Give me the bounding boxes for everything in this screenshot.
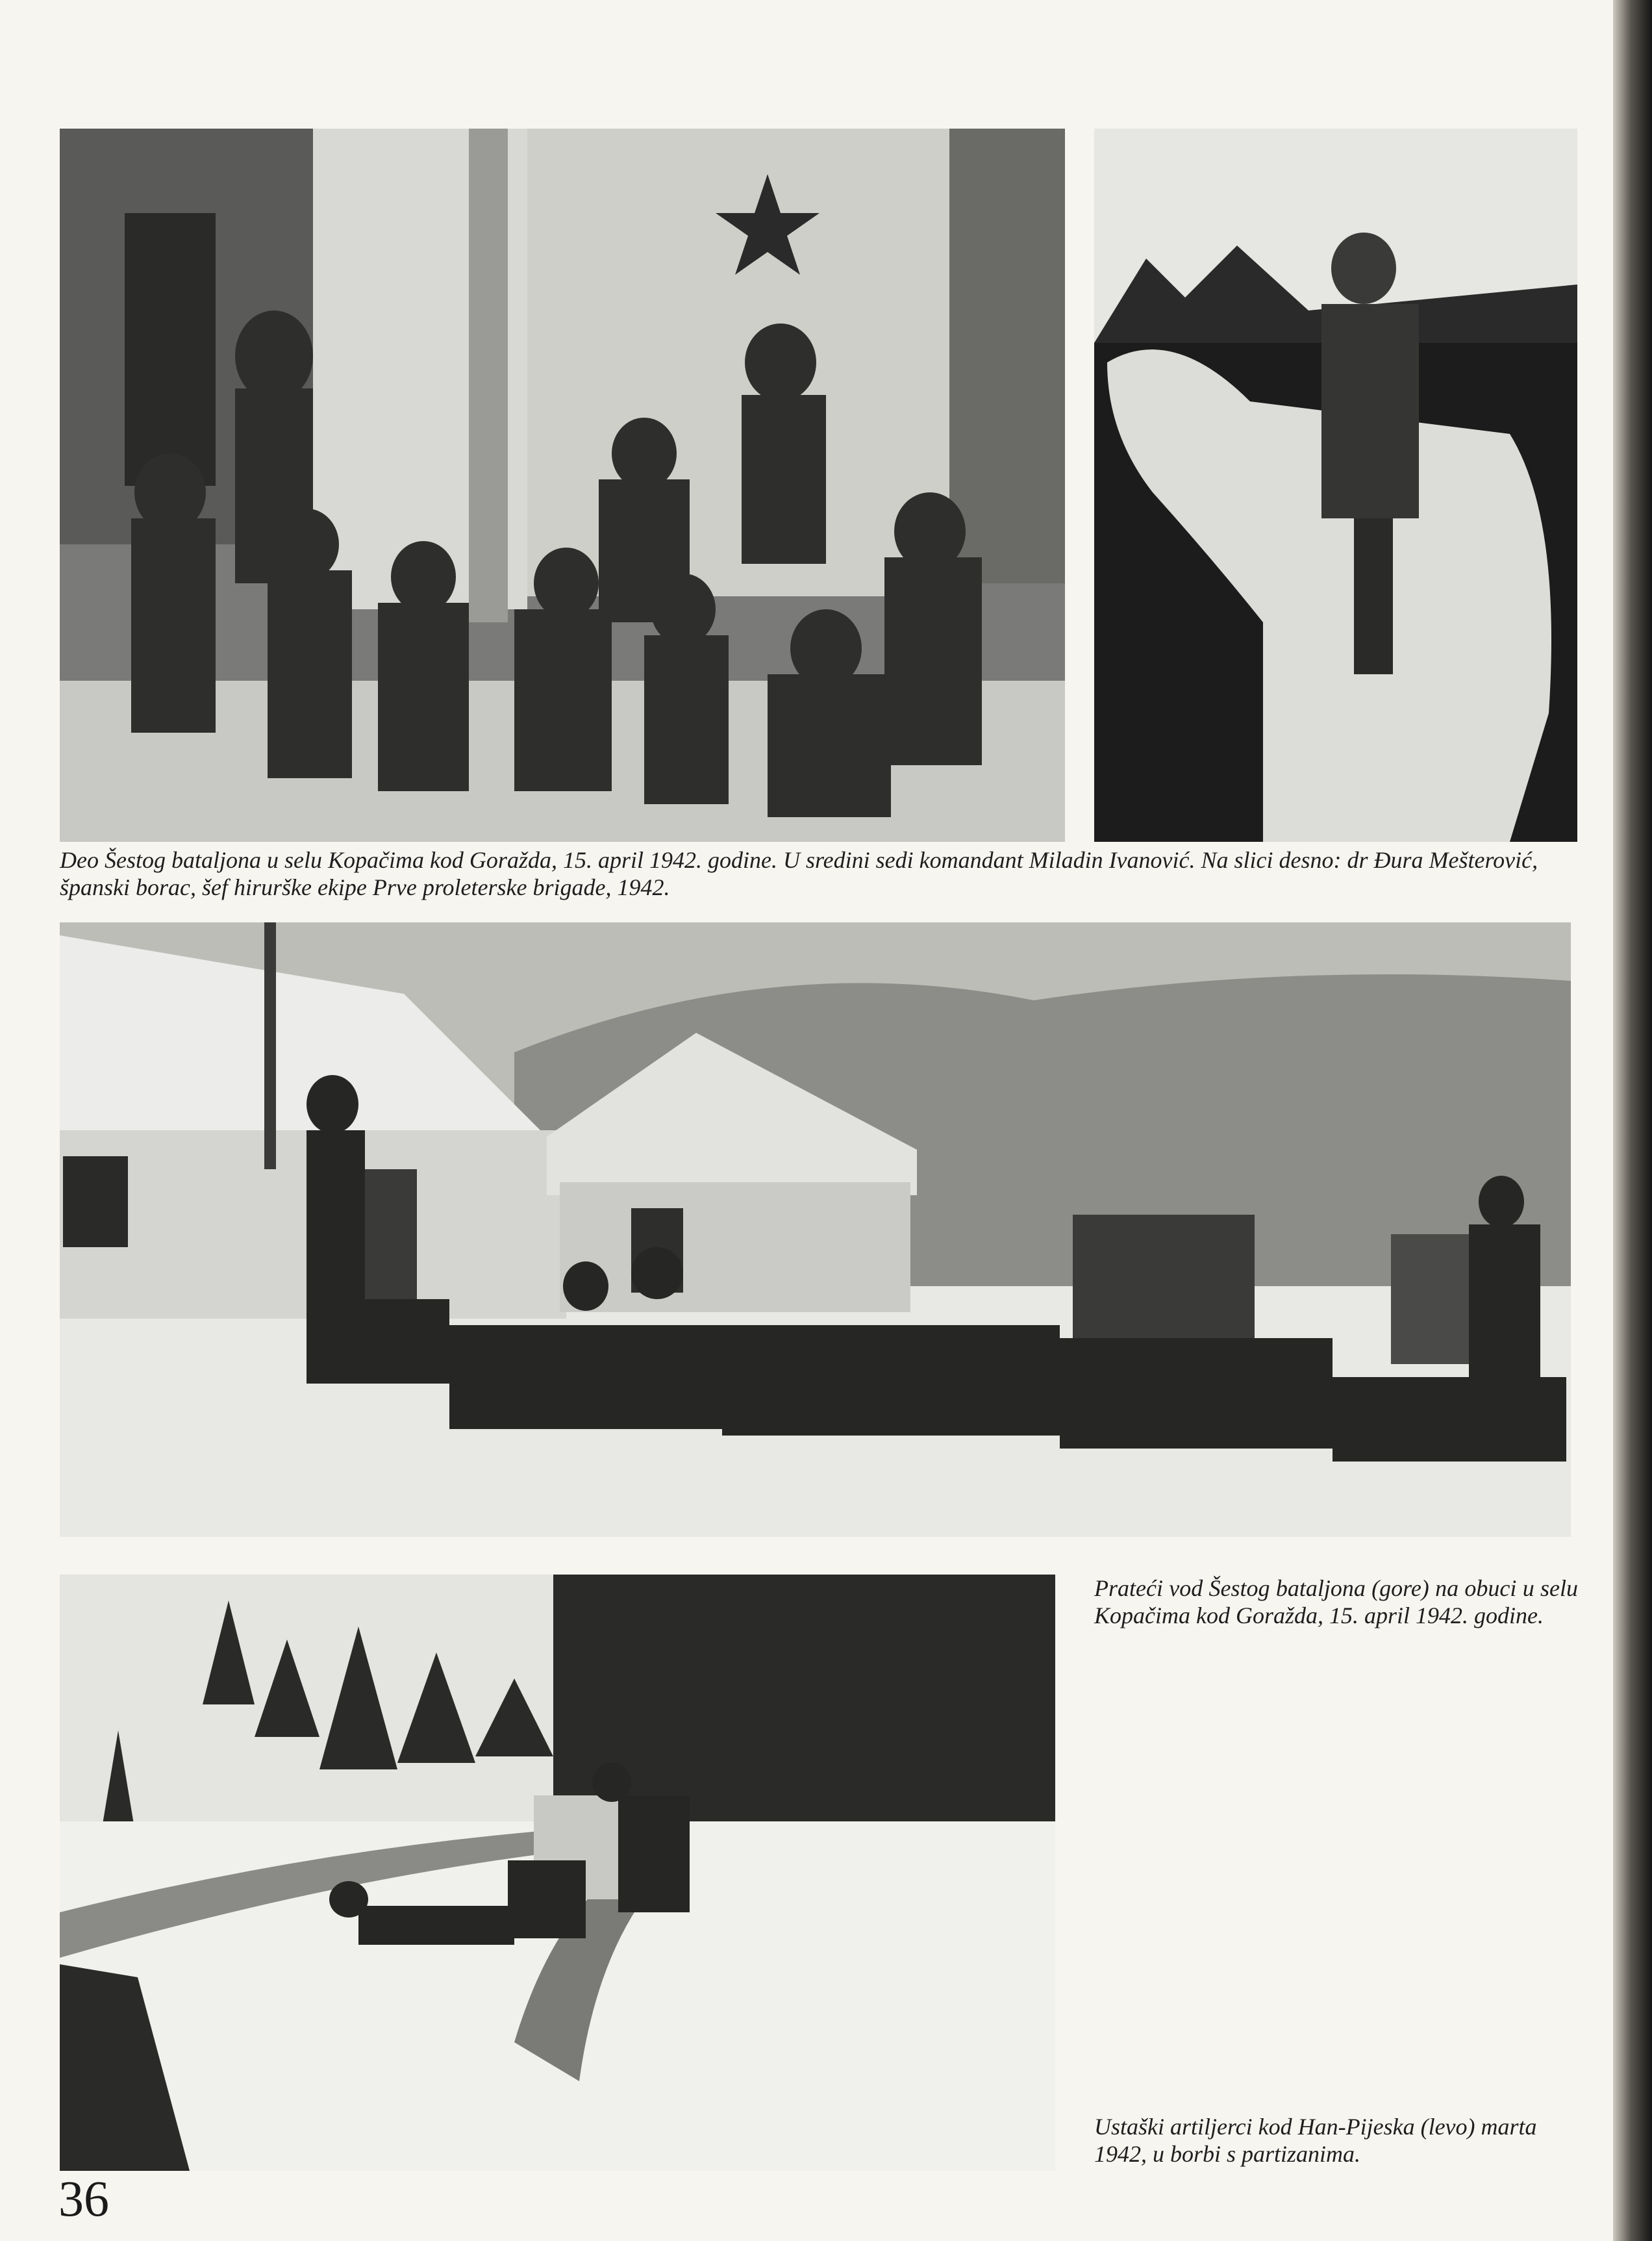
caption-middle-right: Prateći vod Šestog bataljona (gore) na obuci u selu Kopačima kod Goražda, 15. april 1942. godine. (1094, 1575, 1578, 1628)
photo-battalion-group (60, 129, 1065, 842)
page-number: 36 (58, 2170, 109, 2227)
caption-bottom-right: Ustaški artiljerci kod Han-Pijeska (levo) marta 1942, u borbi s partizanima. (1094, 2114, 1537, 2167)
caption-top: Deo Šestog bataljona u selu Kopačima kod Goražda, 15. april 1942. godine. U sredini sedi komandant Miladin Ivanović. Na slici desno: dr Đura Mešterović, španski borac, šef hirurške ekipe Prve proleterske brigade, 1942. (60, 847, 1538, 900)
photo-artillery-snow (60, 1575, 1055, 2171)
page-edge-shadow (1613, 0, 1652, 2241)
photo-village-winter (60, 922, 1571, 1537)
photo-man-on-horse (1094, 129, 1577, 842)
